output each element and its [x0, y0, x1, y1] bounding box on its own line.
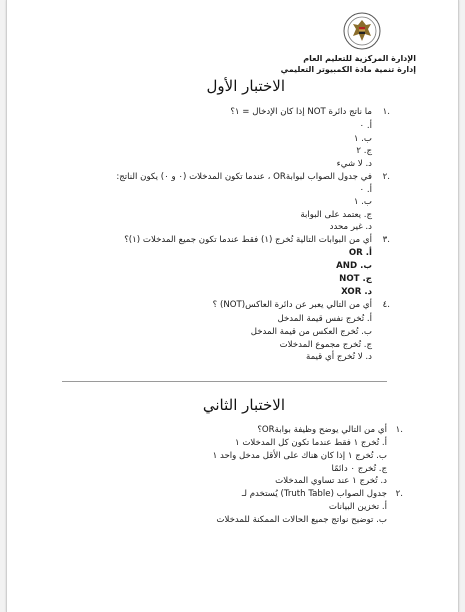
q2-number: .٢	[382, 172, 390, 182]
test1-title: الاختبار الأول	[206, 77, 285, 95]
section-divider	[62, 381, 387, 382]
q2-option-b: ب. ١	[353, 197, 372, 207]
q4-option-c: ج. تُخرج مجموع المدخلات	[279, 340, 372, 350]
ministry-emblem-icon	[343, 12, 381, 50]
org-name-line1: الإدارة المركزية للتعليم العام	[303, 54, 416, 63]
t2-q1-text: أي من التالي يوضح وظيفة بوابةOR؟	[257, 425, 387, 435]
q2-option-a: أ. ٠	[359, 185, 372, 195]
q3-option-c: ج. NOT	[339, 274, 372, 284]
t2-q1-option-a: أ. تُخرج ١ فقط عندما تكون كل المدخلات ١	[234, 438, 387, 448]
test2-title: الاختبار الثاني	[202, 396, 285, 414]
org-name-line2: إدارة تنمية مادة الكمبيوتر التعليمي	[280, 65, 416, 74]
t2-q2-number: .٢	[395, 489, 403, 499]
t2-q1-number: .١	[395, 425, 403, 435]
q1-option-c: ج. ٢	[356, 146, 372, 156]
q2-text: في جدول الصواب لبوابةOR ، عندما تكون المدخلات (٠ و ٠) يكون الناتج:	[116, 172, 372, 182]
q4-number: .٤	[382, 300, 390, 310]
document-page	[6, 0, 459, 612]
q3-option-b: ب. AND	[336, 261, 372, 271]
q2-option-c: ج. يعتمد على البوابة	[300, 210, 372, 220]
q4-option-d: د. لا تُخرج أي قيمة	[305, 352, 372, 362]
q2-option-d: د. غير محدد	[329, 222, 372, 232]
q1-text: ما ناتج دائرة NOT إذا كان الإدخال = ١؟	[230, 107, 372, 117]
t2-q2-option-b: ب. توضيح نواتج جميع الحالات الممكنة للمدخلات	[216, 515, 387, 525]
q3-option-d: د. XOR	[341, 287, 372, 297]
q1-option-a: أ. ٠	[359, 121, 372, 131]
t2-q2-text: جدول الصواب (Truth Table) يُستخدم لـ	[241, 489, 387, 499]
q4-option-b: ب. تُخرج العكس من قيمة المدخل	[250, 327, 372, 337]
q3-number: .٣	[382, 235, 390, 245]
q3-option-a: أ. OR	[348, 248, 372, 258]
q1-number: .١	[382, 107, 390, 117]
q4-text: أي من التالي يعبر عن دائرة العاكس(NOT) ؟	[212, 300, 372, 310]
t2-q1-option-d: د. تُخرج ١ عند تساوي المدخلات	[275, 476, 387, 486]
q1-option-d: د. لا شيء	[336, 159, 372, 169]
q4-option-a: أ. تُخرج نفس قيمة المدخل	[277, 314, 372, 324]
t2-q1-option-b: ب. تُخرج ١ إذا كان هناك على الأقل مدخل واحد ١	[212, 451, 387, 461]
q1-option-b: ب. ١	[353, 134, 372, 144]
t2-q1-option-c: ج. تُخرج ٠ دائمًا	[331, 464, 387, 474]
q3-text: أي من البوابات التالية تُخرج (١) فقط عندما تكون جميع المدخلات (١)؟	[124, 235, 372, 245]
t2-q2-option-a: أ. تخزين البيانات	[328, 502, 387, 512]
